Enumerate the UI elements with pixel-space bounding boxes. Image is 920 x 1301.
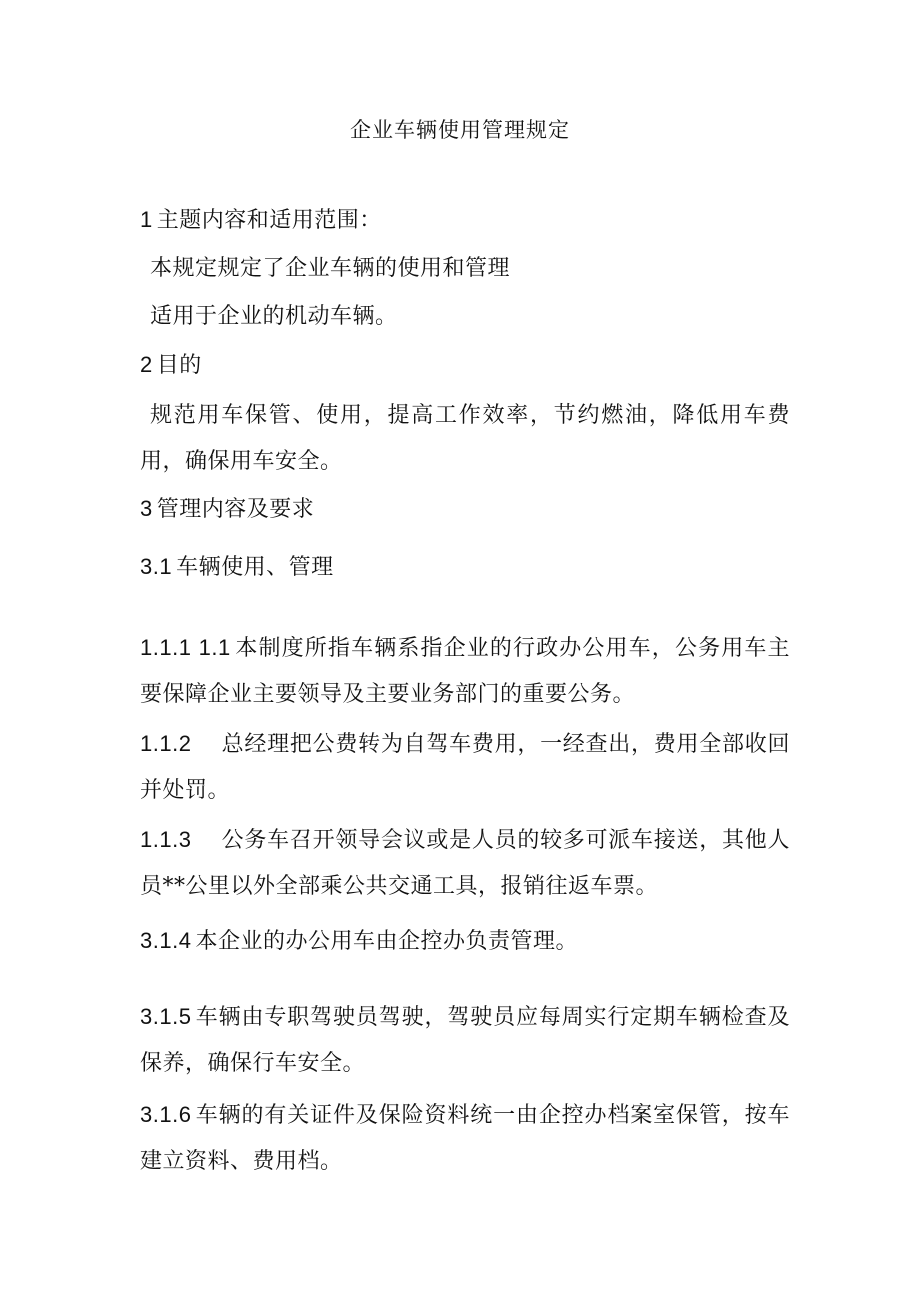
section-1-title: 主题内容和适用范围： [156, 208, 382, 233]
clause-1-1-1-text: 本制度所指车辆系指企业的行政办公用车，公务用车主要保障企业主要领导及主要业务部门的重要公务。 [140, 636, 790, 707]
clause-3-1-6 [140, 1092, 790, 1185]
section-2-heading [140, 350, 790, 381]
clause-1-1-1-number: 1.1.1 1.1 [140, 635, 231, 660]
clause-1-1-2-number: 1.1.2 [140, 731, 192, 756]
section-3-1-title: 车辆使用、管理 [176, 555, 334, 580]
section-3-title: 管理内容及要求 [156, 497, 315, 522]
clause-3-1-6-text: 车辆的有关证件及保险资料统一由企控办档案室保管，按车建立资料、费用档。 [140, 1103, 790, 1174]
clause-1-1-3-text: 公务车召开领导会议或是人员的较多可派车接送，其他人员**公里以外全部乘公共交通工具，报销往返车票。 [140, 828, 790, 899]
clause-1-1-2 [140, 721, 790, 814]
clause-3-1-4-text: 本企业的办公用车由企控办负责管理。 [195, 929, 578, 954]
section-3-1-number: 3.1 [140, 554, 173, 579]
clause-3-1-6-number: 3.1.6 [140, 1102, 192, 1127]
clause-3-1-5-text: 车辆由专职驾驶员驾驶，驾驶员应每周实行定期车辆检查及保养，确保行车安全。 [140, 1005, 790, 1076]
section-2-number: 2 [140, 352, 153, 377]
clause-1-1-3 [140, 817, 790, 910]
section-2-paragraph: 规范用车保管、使用，提高工作效率，节约燃油，降低用车费用，确保用车安全。 [140, 403, 790, 474]
clause-1-1-3-number: 1.1.3 [140, 827, 192, 852]
clause-3-1-4 [140, 926, 790, 957]
section-1-line-2: 适用于企业的机动车辆。 [150, 304, 398, 329]
section-1-line-1: 本规定规定了企业车辆的使用和管理 [150, 256, 511, 281]
section-3-1-heading [140, 552, 790, 583]
document-title: 企业车辆使用管理规定 [350, 118, 570, 142]
clause-3-1-4-number: 3.1.4 [140, 928, 192, 953]
clause-3-1-5 [140, 994, 790, 1087]
section-3-heading [140, 494, 790, 525]
section-3-number: 3 [140, 496, 153, 521]
section-1-number: 1 [140, 207, 153, 232]
clause-1-1-1 [140, 625, 790, 718]
clause-1-1-2-text: 总经理把公费转为自驾车费用，一经查出，费用全部收回并处罚。 [140, 732, 790, 803]
section-1-heading [140, 205, 790, 236]
clause-3-1-5-number: 3.1.5 [140, 1004, 192, 1029]
section-2-title: 目的 [156, 353, 202, 378]
